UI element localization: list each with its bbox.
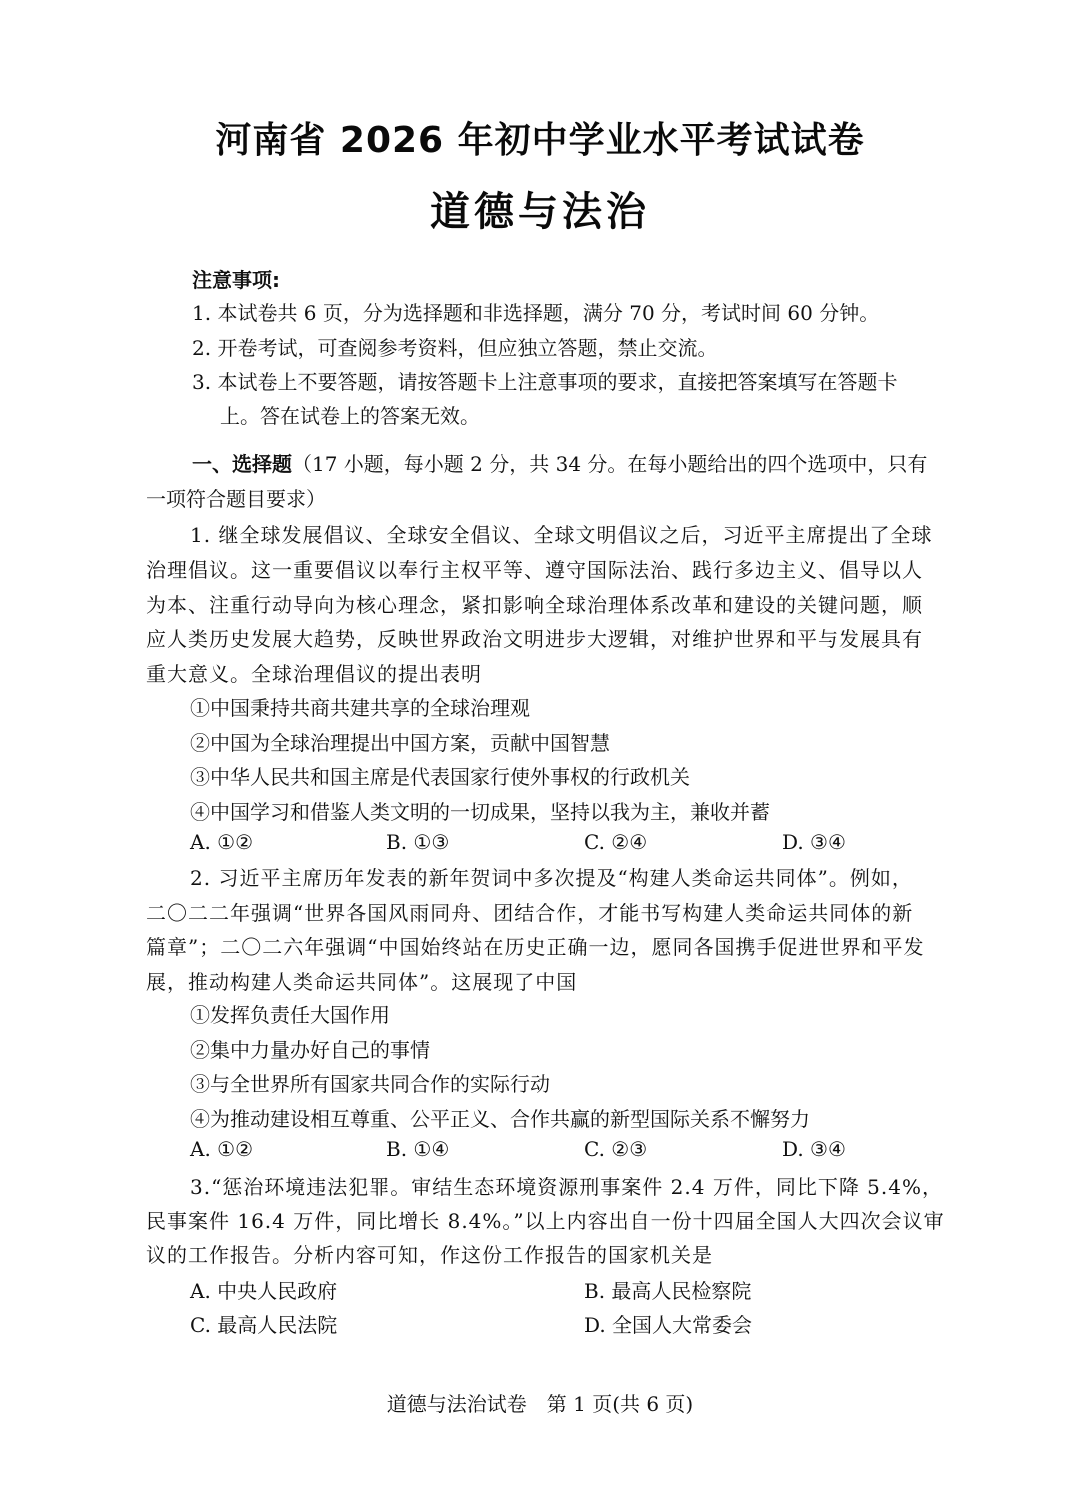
question-1-stem: 重大意义。全球治理倡议的提出表明 [146,662,482,686]
option-b: B. 最高人民检察院 [584,1279,752,1303]
notice-item: 1. 本试卷共 6 页，分为选择题和非选择题，满分 70 分，考试时间 60 分钟。 [192,301,880,325]
question-3-stem: 议的工作报告。分析内容可知，作这份工作报告的国家机关是 [146,1243,713,1267]
option-d: D. ③④ [782,1137,846,1161]
option-c: C. 最高人民法院 [190,1313,338,1337]
section-heading: 一、选择题 [192,452,292,476]
question-1-statement: ③中华人民共和国主席是代表国家行使外事权的行政机关 [190,765,690,789]
option-d: D. ③④ [782,830,846,854]
question-2-statement: ④为推动建设相互尊重、公平正义、合作共赢的新型国际关系不懈努力 [190,1107,810,1131]
question-2-statement: ③与全世界所有国家共同合作的实际行动 [190,1072,550,1096]
question-2-stem: 2. 习近平主席历年发表的新年贺词中多次提及“构建人类命运共同体”。例如， [190,866,913,890]
option-a: A. ①② [190,1137,254,1161]
notice-item: 2. 开卷考试，可查阅参考资料，但应独立答题，禁止交流。 [192,336,718,360]
option-c: C. ②③ [584,1137,648,1161]
question-1-stem: 1. 继全球发展倡议、全球安全倡议、全球文明倡议之后，习近平主席提出了全球 [190,523,933,547]
question-2-stem: 展，推动构建人类命运共同体”。这展现了中国 [146,970,578,994]
question-2-stem: 二〇二二年强调“世界各国风雨同舟、团结合作，才能书写构建人类命运共同体的新 [146,901,914,925]
question-1-statement: ④中国学习和借鉴人类文明的一切成果，坚持以我为主，兼收并蓄 [190,800,770,824]
notice-item: 3. 本试卷上不要答题，请按答题卡上注意事项的要求，直接把答案填写在答题卡 [192,370,898,394]
question-3-stem: 3.“惩治环境违法犯罪。审结生态环境资源刑事案件 2.4 万件，同比下降 5.4%， [190,1175,943,1199]
question-1-stem: 应人类历史发展大趋势，反映世界政治文明进步大逻辑，对维护世界和平与发展具有 [146,627,923,651]
option-a: A. ①② [190,830,254,854]
option-d: D. 全国人大常委会 [584,1313,753,1337]
question-1-statement: ②中国为全球治理提出中国方案，贡献中国智慧 [190,731,610,755]
question-1-statement: ①中国秉持共商共建共享的全球治理观 [190,696,530,720]
question-3-stem: 民事案件 16.4 万件，同比增长 8.4%。”以上内容出自一份十四届全国人大四次会议审 [146,1209,945,1233]
subject-title: 道德与法治 [430,189,650,235]
notice-item: 上。答在试卷上的答案无效。 [220,404,480,428]
option-b: B. ①③ [386,830,450,854]
option-b: B. ①④ [386,1137,450,1161]
exam-title: 河南省 2026 年初中学业水平考试试卷 [215,120,865,161]
section-desc: （17 小题，每小题 2 分，共 34 分。在每小题给出的四个选项中，只有 [292,452,928,476]
question-2-statement: ①发挥负责任大国作用 [190,1003,390,1027]
notice-heading: 注意事项: [192,268,280,292]
question-1-stem: 为本、注重行动导向为核心理念，紧扣影响全球治理体系改革和建设的关键问题，顺 [146,593,923,617]
section-heading-line [192,450,927,478]
page-footer: 道德与法治试卷 第 1 页(共 6 页) [386,1392,694,1416]
question-2-statement: ②集中力量办好自己的事情 [190,1038,430,1062]
section-desc-cont: 一项符合题目要求） [146,487,326,511]
question-2-stem: 篇章”；二〇二六年强调“中国始终站在历史正确一边，愿同各国携手促进世界和平发 [146,935,925,959]
option-c: C. ②④ [584,830,648,854]
question-1-stem: 治理倡议。这一重要倡议以奉行主权平等、遵守国际法治、践行多边主义、倡导以人 [146,558,923,582]
option-a: A. 中央人民政府 [190,1279,338,1303]
